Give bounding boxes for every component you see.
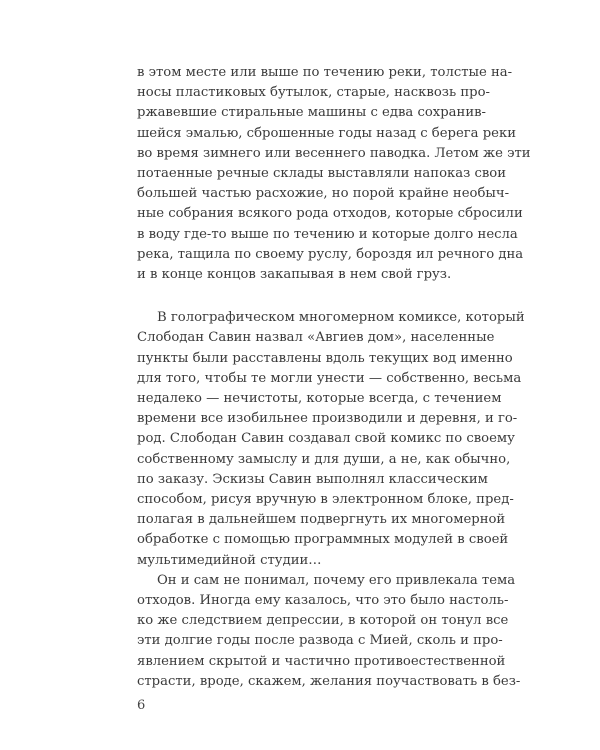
text-line: в воду где-то выше по течению и которые долго несла xyxy=(137,227,518,242)
text-line: ные собрания всякого рода отходов, которые сбросили xyxy=(137,206,523,221)
text-line: шейся эмалью, сброшенные годы назад с берега реки xyxy=(137,126,517,141)
text-line: в этом месте или выше по течению реки, толстые на- xyxy=(137,65,513,80)
text-line: ржавевшие стиральные машины с едва сохранив- xyxy=(137,105,486,120)
text-line: явлением скрытой и частично противоестественной xyxy=(137,654,506,669)
text-line: мультимедийной студии… xyxy=(137,553,322,568)
text-line: эти долгие годы после развода с Мией, сколь и про- xyxy=(137,633,503,648)
text-line: В голографическом многомерном комиксе, который xyxy=(157,310,525,325)
text-line: отходов. Иногда ему казалось, что это было настоль- xyxy=(137,593,509,608)
text-line: собственному замыслу и для души, а не, как обычно, xyxy=(137,452,511,467)
text-line: ко же следствием депрессии, в которой он тонул все xyxy=(137,613,509,628)
page-number: 6 xyxy=(137,698,146,713)
text-line: способом, рисуя вручную в электронном блоке, пред- xyxy=(137,492,514,507)
text-line: времени все изобильнее производили и деревня, и го- xyxy=(137,411,518,426)
text-line: обработке с помощью программных модулей в своей xyxy=(137,532,509,547)
text-line: по заказу. Эскизы Савин выполнял классическим xyxy=(137,472,488,487)
text-line: недалеко — нечистоты, которые всегда, с течением xyxy=(137,391,502,406)
text-line: полагая в дальнейшем подвергнуть их многомерной xyxy=(137,512,506,527)
text-line: для того, чтобы те могли унести — собственно, весьма xyxy=(137,371,522,386)
text-line: и в конце концов закапывая в нем свой груз. xyxy=(137,267,452,282)
text-line: страсти, вроде, скажем, желания поучаствовать в без- xyxy=(137,674,521,689)
text-line: большей частью расхожие, но порой крайне необыч- xyxy=(137,186,510,201)
text-line: пункты были расставлены вдоль текущих вод именно xyxy=(137,351,513,366)
text-line: род. Слободан Савин создавал свой комикс по своему xyxy=(137,431,515,446)
text-line: носы пластиковых бутылок, старые, насквозь про- xyxy=(137,85,490,100)
text-line: во время зимнего или весеннего паводка. Летом же эти xyxy=(137,146,531,161)
text-line: Он и сам не понимал, почему его привлекала тема xyxy=(157,573,516,588)
text-line: Слободан Савин назвал «Авгиев дом», населенные xyxy=(137,330,495,345)
text-line: потаенные речные склады выставляли напоказ свои xyxy=(137,166,507,181)
text-line: река, тащила по своему руслу, бороздя ил речного дна xyxy=(137,247,524,262)
